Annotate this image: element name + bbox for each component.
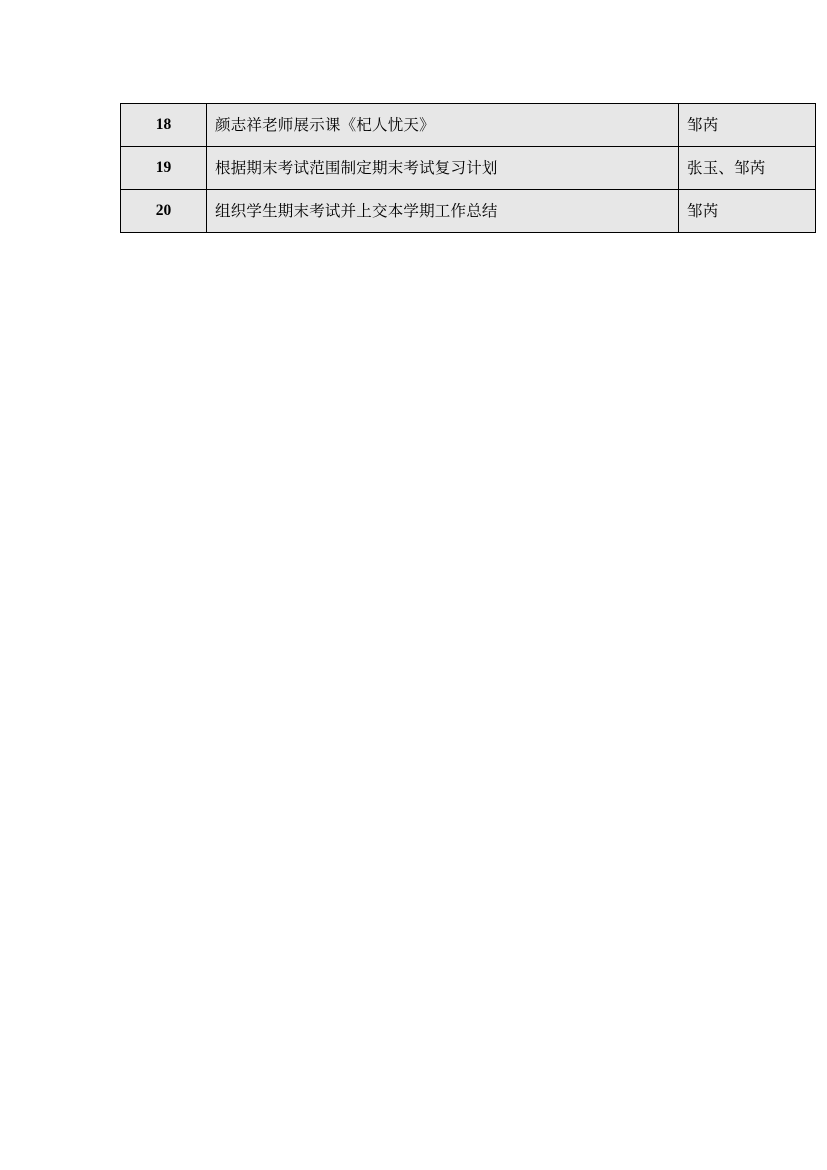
row-number: 20 [121, 190, 207, 233]
table-row [121, 147, 816, 190]
row-person: 邹芮 [679, 104, 816, 147]
row-task: 根据期末考试范围制定期末考试复习计划 [207, 147, 679, 190]
table-body [121, 104, 816, 233]
row-number: 19 [121, 147, 207, 190]
row-person: 张玉、邹芮 [679, 147, 816, 190]
row-person: 邹芮 [679, 190, 816, 233]
row-task: 组织学生期末考试并上交本学期工作总结 [207, 190, 679, 233]
row-number: 18 [121, 104, 207, 147]
row-task: 颜志祥老师展示课《杞人忧天》 [207, 104, 679, 147]
table-row [121, 190, 816, 233]
table-row [121, 104, 816, 147]
schedule-table [120, 103, 816, 233]
